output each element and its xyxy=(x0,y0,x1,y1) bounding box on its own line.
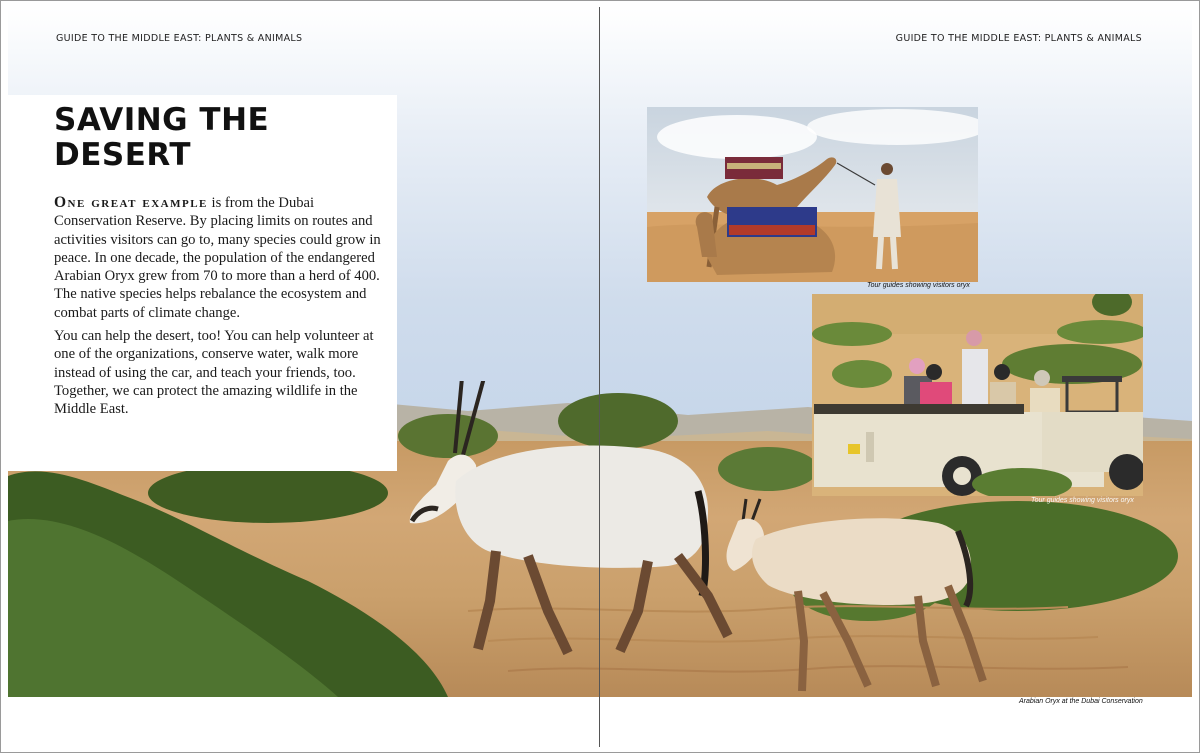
camel-photo-caption: Tour guides showing visitors oryx xyxy=(867,282,970,289)
paragraph-1 xyxy=(54,194,384,322)
page-gutter xyxy=(599,7,600,747)
paragraph-2: You can help the desert, too! You can help volunteer at one of the organizations, conserve water, walk more instead of using the car, and teach your friends, too. Together, we can protect the amazing wildlife in the Middle East. xyxy=(54,328,374,418)
jeep-safari-photo xyxy=(812,294,1143,496)
article-title: SAVING THE DESERT xyxy=(54,102,270,173)
oryx-photo-caption: Arabian Oryx at the Dubai Conservation xyxy=(1019,698,1143,705)
running-head-right: GUIDE TO THE MIDDLE EAST: PLANTS & ANIMALS xyxy=(895,33,1142,44)
paragraph-1-text: is from the Dubai Conservation Reserve. By placing limits on routes and activities visitors can go to, many species could grow in peace. In one decade, the population of the endangered Arabian Oryx grew from 70 to more than a herd of 400. The native species helps rebalance the ecosystem and combat parts of climate change. xyxy=(54,195,381,321)
article-text-box xyxy=(8,95,397,471)
running-head-left: GUIDE TO THE MIDDLE EAST: PLANTS & ANIMALS xyxy=(56,33,303,44)
lead-in: One great example xyxy=(54,194,208,211)
camel-photo xyxy=(647,107,978,282)
article-body xyxy=(54,194,384,424)
jeep-photo-caption: Tour guides showing visitors oryx xyxy=(1031,497,1134,504)
